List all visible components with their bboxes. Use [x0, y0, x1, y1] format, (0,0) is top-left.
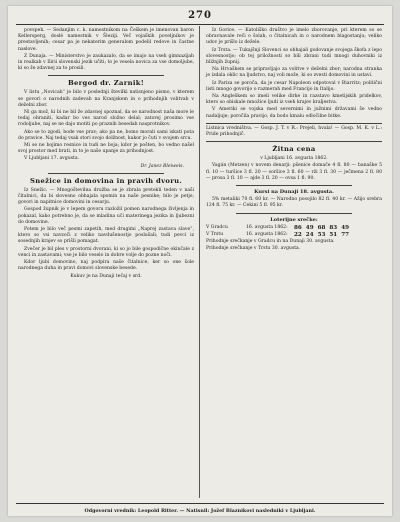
imprint-footer: Odgovorni vrednik: Leopold Ritter. — Natisnil: Jožef Blaznikovi nasledniki v Ljubljani.	[84, 508, 316, 514]
lottery-numbers	[294, 225, 349, 231]
lottery-number: 68	[317, 224, 326, 231]
news-paragraph: Iz Trsta. — Tukajšnji Slovenci so obhajali godovanje svojega škofa z lepo slovesnostjo; ob tej priložnosti so bili zbrani tudi mnogi duhovniki iz bližnjih župnij.	[206, 47, 382, 66]
article-paragraph: Ako se to zgodi, bode vse prav; ako pa ne, bomo morali sami iskati pota do pravice. Naj tedaj vsak stori svojo dolžnost, kakor jo čuti v svojem srcu.	[18, 129, 194, 141]
lottery-number: 51	[329, 232, 338, 239]
place-date: V Ljubljani 17. avgusta.	[24, 156, 80, 162]
page-number: 270	[188, 10, 212, 21]
column-divider	[199, 26, 200, 498]
right-column	[206, 28, 382, 254]
article-paragraph: Gospod župnik je v lepem govoru razložil pomen narodnega življenja in pokazal, kako potrebno je, da se mladina uči materinega jezika in ljubezni do domovine.	[18, 207, 194, 225]
news-paragraph: Iz Gorice. — Katoliško društvo je imelo zborovanje, pri kterem so se obravnavale reči o šolah, o čitalnicah in o narodnem blagostanju; veliko udov je prišlo iz dežele.	[206, 28, 382, 46]
editorial-notice: Listnica vredništva. — Gosp. J. T. v R.: Prejeli, hvala! — Gosp. M. K. v L.: Pride prihodnjič.	[206, 125, 382, 138]
news-paragraph: Na Hrvaškem se pripravljajo za volitve v deželni zbor; narodna stranka je izdala oklic na ljudstvo, naj voli može, ki so zvesti domovini in ustavi.	[206, 67, 382, 79]
section-divider	[236, 213, 352, 214]
section-divider	[236, 185, 352, 186]
lottery-note: Prihodnje srečkanje v Gradcu in na Dunaji 30. avgusta.	[206, 239, 335, 245]
lottery-number: 22	[294, 232, 302, 239]
lottery-row	[206, 225, 382, 231]
intro-paragraph: Z Dunaja. — Ministerstvo je zaukazalo, da se imajo na vseh gimnazijah in realkah v Ilirii slovenski jezik učiti; to je vesela novica za vse domoljube, ki so že zdavnej za to prosili.	[18, 53, 194, 72]
lottery-number: 86	[294, 224, 302, 231]
news-paragraph: Na Angleškem so imeli velike dirke in razstavo kmetijskih pridelkov, ktero so obiskale množice ljudi iz vseh krajev kraljestva.	[206, 94, 382, 106]
lottery-date: 16. avgusta 1862:	[246, 232, 288, 238]
left-column	[18, 28, 194, 281]
article-paragraph: V listu „Novicah“ je bilo v poslednji številki natisnjeno pismo, v kterem se govori o narodnih zadevah na Kranjskem in o prihodnjih volitvah v deželni zbor.	[18, 90, 194, 108]
article-paragraph: Iz Snežic. — Mnogoštevilna družba se je zbrala pretekli teden v naši čitalnici, da bi slovesno obhajala spomin na naše pesnike; bilo je petje, govori in napitnice domovini in cesarju.	[18, 187, 194, 206]
section-divider	[48, 75, 164, 76]
exchange-heading: Kursi na Dunaji 18. avgusta.	[254, 189, 334, 196]
lottery-number: 53	[317, 232, 326, 239]
bottom-rule	[16, 503, 384, 504]
section-divider	[48, 173, 164, 174]
lottery-number: 49	[305, 224, 314, 231]
exchange-rates: 5% metaliki 70 fl. 60 kr. — Narodno posojilo 82 fl. 40 kr. — Ažijo srebra 124 fl. 75 kr. — Cekini 5 fl. 95 kr.	[206, 197, 382, 209]
article-closing: Kukuv je na Dunaji tečaj v srd.	[70, 273, 142, 279]
lottery-date: 16. avgusta 1862:	[246, 224, 288, 230]
article-paragraph: Zvečer je bil ples v prostorni dvorani, ki so jo bile gospodične okinčale z venci in zastavami; vse je bilo veselo in dobre volje do pozne noči.	[18, 246, 194, 258]
news-paragraph: Iz Pariza se poroča, da je cesar Napoleon odpotoval v Biarritz; politični listi mnogo govorijo o razmerah med Francijo in Italijo.	[206, 80, 382, 92]
article-paragraph: Ni ga mož, ki bi ne bil že zdavnej spoznal, da se narodnost naša more le tedaj ohraniti, kadar bo ves narod složno delal; zatorej prosimo vse rodoljube, naj se ne dajo motiti po praznih besedah nasprotnikov.	[18, 110, 194, 128]
lottery-heading: Loterijne srečke:	[270, 216, 318, 223]
lottery-numbers	[294, 232, 349, 238]
market-subheading: v Ljubljani 16. avgusta 1862.	[260, 156, 328, 162]
lottery-number: 49	[341, 224, 349, 231]
market-heading: Žitna cena	[272, 145, 316, 154]
article-paragraph: Potem je bilo več pesmi zapetih, med drugimi „Naprej zastava slave“, ktero so vsi navzoči z veliko navdušenostjo poslušali; tudi pevci iz sosednjih krajev so prišli pomagat.	[18, 227, 194, 245]
lottery-place: V Gradcu	[206, 224, 228, 230]
news-paragraph: V Ameriki se vojska med severnimi in južnimi državami še vedno nadaljuje; poročila pravijo, da bodo kmalu odločilne bitke.	[206, 107, 382, 119]
article-paragraph: Kdor ljubi domovino, naj podpira naše čitalnice, ker so one šole narodnega duha in pravi domovi slovenske besede.	[18, 260, 194, 272]
lottery-note: Prihodnje srečkanje v Trstu 30. avgusta.	[206, 246, 301, 252]
lottery-number: 83	[329, 224, 338, 231]
article-heading: Snežice in domovina in pravih dvoru.	[30, 176, 182, 185]
article-signature: Dr. Janez Bleiweis.	[140, 163, 184, 169]
newspaper-page	[8, 6, 392, 516]
lottery-number: 24	[305, 232, 314, 239]
lottery-row	[206, 232, 382, 238]
intro-paragraph: povspeh. — Sedanjim c. k. namestnikom na Češkem je imenovan baron Kellersperg, doslé namestnik v Šleziji. Več vojaških poveljnikov je prestavljenih; cesar pa je nekaterim generalom podelil redove in častne naslove.	[18, 28, 194, 52]
editorial-notice-box	[206, 123, 382, 142]
article-heading: Bergod dr. Zarnik!	[67, 79, 145, 88]
lottery-place: V Trstu	[206, 232, 224, 238]
lottery-number: 77	[341, 232, 349, 239]
top-rule	[16, 24, 384, 25]
article-paragraph: Mi se ne bojimo resnice in tudi ne boja; kdor je pošten, bo vedno našel svoj prostor med brati, in to je naše upanje za prihodnjost.	[18, 143, 194, 155]
market-prices: Vagán (Metzen) v novem denarji: pšenice domače 4 fl. 80 — banaške 5 fl. 10 — turšice 3 fl. 20 — soršice 3 fl. 60 — rži 3 fl. 30 — ječmena 2 fl. 80 — prosa 3 fl. 10 — ajde 3 fl. 20 — ovsa 1 fl. 90.	[206, 163, 382, 181]
